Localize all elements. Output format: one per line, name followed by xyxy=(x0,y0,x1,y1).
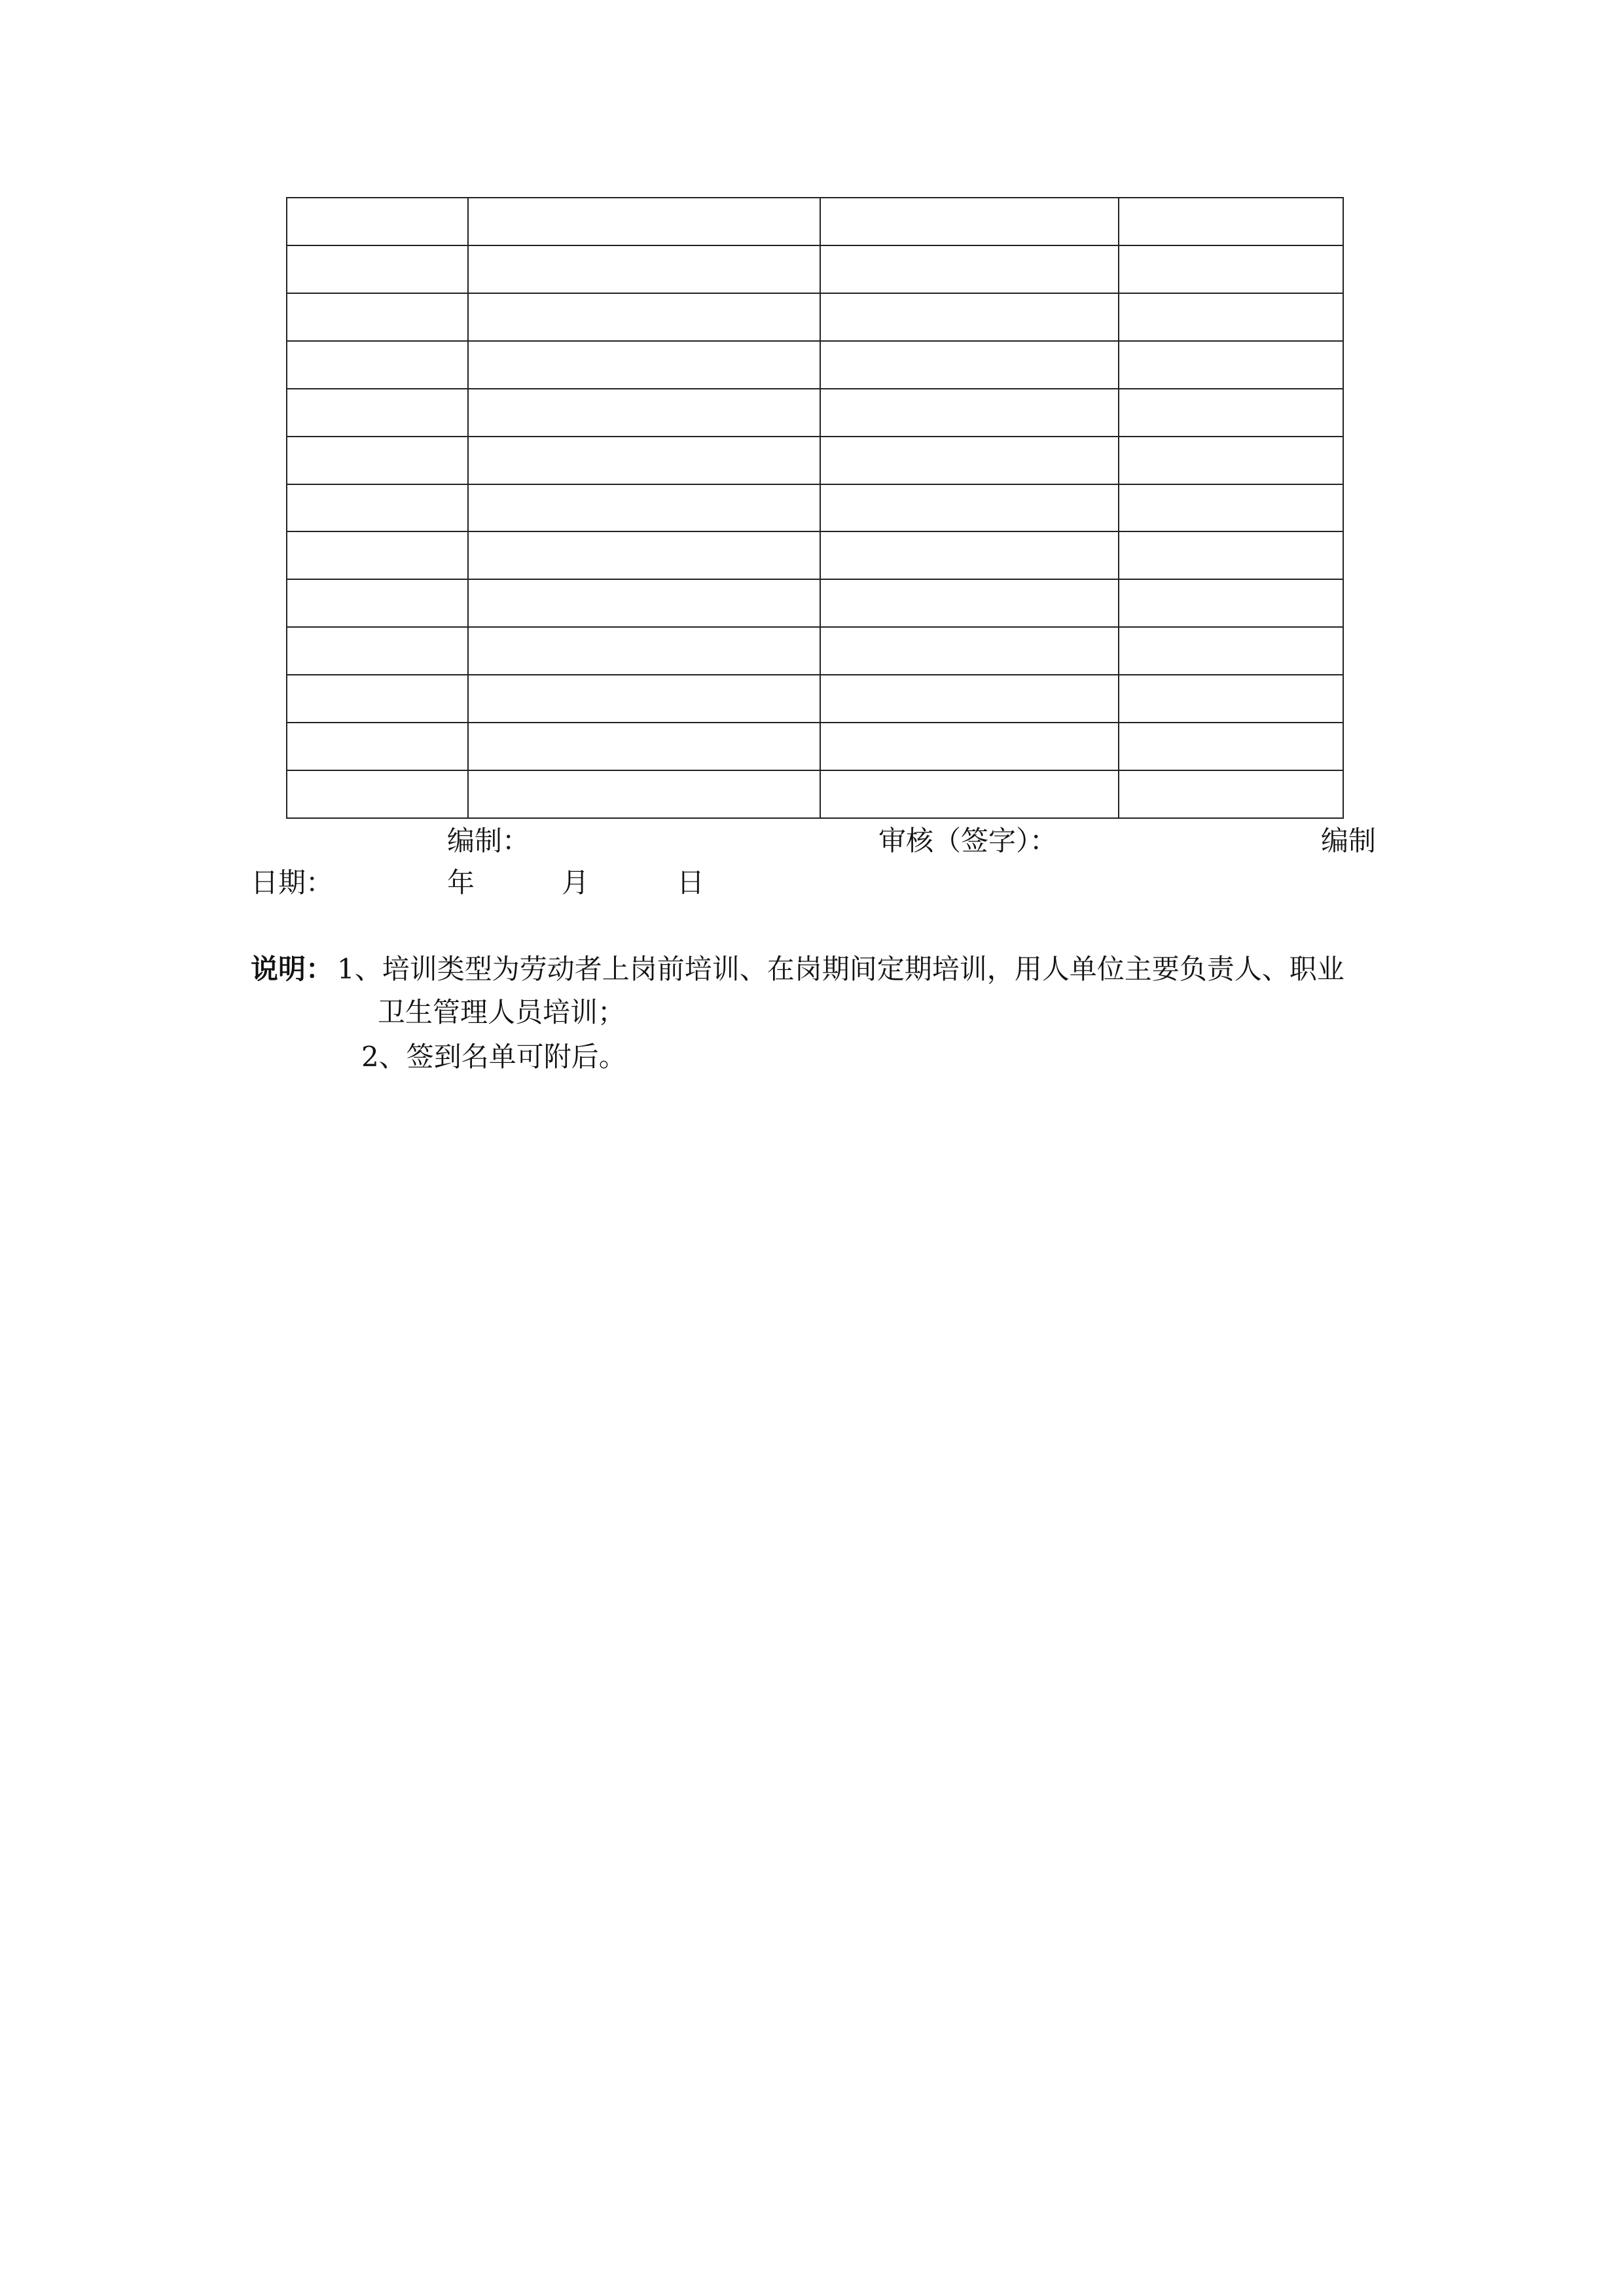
table-row xyxy=(287,245,1343,293)
table-cell xyxy=(820,675,1119,723)
month-label: 月 xyxy=(562,867,590,899)
table-cell xyxy=(287,437,468,484)
table-cell xyxy=(1119,293,1343,341)
table-cell xyxy=(820,341,1119,389)
table-cell xyxy=(468,484,820,532)
notes-heading: 说明： xyxy=(251,953,334,985)
table-cell xyxy=(1119,770,1343,818)
table-cell xyxy=(1119,341,1343,389)
table-cell xyxy=(1119,579,1343,627)
table-cell xyxy=(820,531,1119,579)
note-item-2: 2、签到名单可附后。 xyxy=(361,1041,626,1073)
table-row xyxy=(287,770,1343,818)
table-row xyxy=(287,579,1343,627)
year-label: 年 xyxy=(447,867,475,899)
table-cell xyxy=(820,293,1119,341)
table-cell xyxy=(1119,245,1343,293)
table-row xyxy=(287,198,1343,245)
table-cell xyxy=(287,293,468,341)
table-cell xyxy=(287,198,468,245)
table-cell xyxy=(468,341,820,389)
table-cell xyxy=(820,198,1119,245)
table-cell xyxy=(287,579,468,627)
table-cell xyxy=(820,627,1119,675)
table-cell xyxy=(820,437,1119,484)
table-cell xyxy=(287,531,468,579)
table-row xyxy=(287,341,1343,389)
table-cell xyxy=(287,675,468,723)
table-cell xyxy=(468,770,820,818)
table-row xyxy=(287,531,1343,579)
table-cell xyxy=(287,245,468,293)
table-cell xyxy=(468,531,820,579)
table-cell xyxy=(287,723,468,770)
table-row xyxy=(287,627,1343,675)
table-cell xyxy=(820,484,1119,532)
table-cell xyxy=(1119,437,1343,484)
table-cell xyxy=(287,341,468,389)
review-signature-label: 审核（签字）： xyxy=(878,825,1058,857)
compiled-by-label: 编制： xyxy=(447,825,530,857)
table-cell xyxy=(287,770,468,818)
table-row xyxy=(287,675,1343,723)
table-row xyxy=(287,723,1343,770)
table-cell xyxy=(1119,675,1343,723)
compile-label: 编制 xyxy=(1321,825,1377,857)
table-cell xyxy=(820,723,1119,770)
table-cell xyxy=(468,627,820,675)
table-cell xyxy=(1119,389,1343,437)
table-cell xyxy=(468,245,820,293)
day-label: 日 xyxy=(677,867,705,899)
table-row xyxy=(287,484,1343,532)
table-row xyxy=(287,389,1343,437)
training-record-table xyxy=(286,197,1344,819)
table-cell xyxy=(468,723,820,770)
table-cell xyxy=(820,770,1119,818)
table-cell xyxy=(1119,484,1343,532)
table-row xyxy=(287,293,1343,341)
table-cell xyxy=(287,627,468,675)
table-cell xyxy=(468,293,820,341)
table-cell xyxy=(468,579,820,627)
table-cell xyxy=(1119,198,1343,245)
date-label: 日期： xyxy=(251,867,334,899)
table-cell xyxy=(468,437,820,484)
table-cell xyxy=(1119,627,1343,675)
note-item-1-line-1: 1、培训类型为劳动者上岗前培训、在岗期间定期培训，用人单位主要负责人、职业 xyxy=(337,953,1344,985)
table-cell xyxy=(1119,723,1343,770)
table-cell xyxy=(820,579,1119,627)
table-cell xyxy=(468,675,820,723)
table-body xyxy=(287,198,1343,818)
table-cell xyxy=(287,389,468,437)
table-cell xyxy=(820,245,1119,293)
table-cell xyxy=(287,484,468,532)
table-cell xyxy=(468,198,820,245)
table-cell xyxy=(1119,531,1343,579)
table-cell xyxy=(820,389,1119,437)
table-row xyxy=(287,437,1343,484)
note-item-1-line-2: 卫生管理人员培训； xyxy=(378,996,626,1028)
table-cell xyxy=(468,389,820,437)
